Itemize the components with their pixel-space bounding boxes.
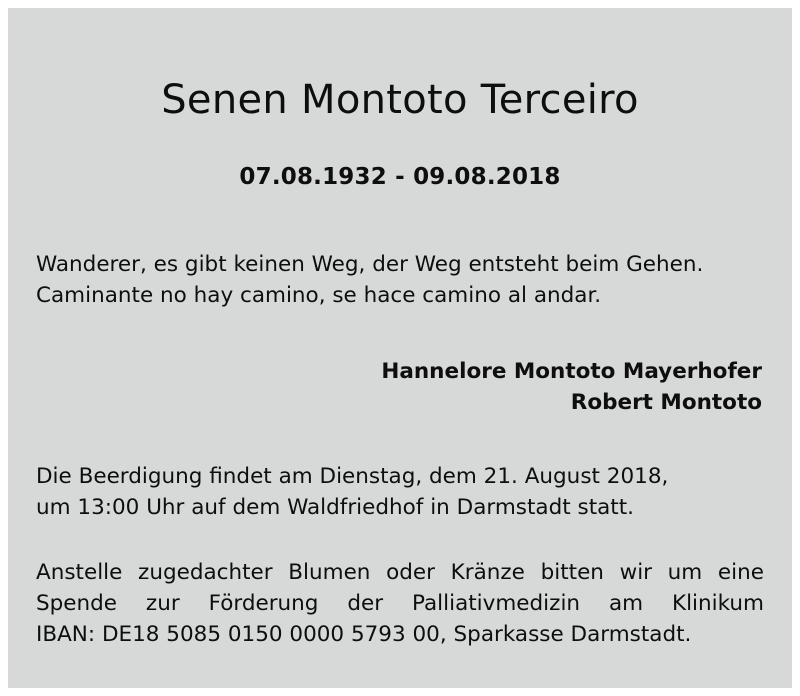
obituary-notice bbox=[8, 8, 792, 688]
verse-line-spanish: Caminante no hay camino, se hace camino al andar. bbox=[36, 282, 602, 308]
donation-request bbox=[8, 558, 792, 651]
verse-line-german: Wanderer, es gibt keinen Weg, der Weg entsteht beim Gehen. bbox=[36, 252, 704, 277]
donation-line-1: Anstelle zugedachter Blumen oder Kränze bitten wir um eine bbox=[36, 559, 764, 585]
donation-line-2: Spende zur Förderung der Palliativmedizin am Klinikum bbox=[36, 590, 764, 616]
donation-iban: IBAN: DE18 5085 0150 0000 5793 00, Sparkasse Darmstadt. bbox=[36, 621, 692, 647]
funeral-line-2: um 13:00 Uhr auf dem Waldfriedhof in Darmstadt statt. bbox=[36, 495, 635, 521]
deceased-name: Senen Montoto Terceiro bbox=[161, 77, 639, 123]
survivor-name-1: Hannelore Montoto Mayerhofer bbox=[381, 359, 762, 385]
life-dates: 07.08.1932 - 09.08.2018 bbox=[239, 164, 561, 190]
survivors-list bbox=[8, 357, 792, 418]
memorial-verse bbox=[8, 250, 792, 311]
funeral-line-1: Die Beerdigung findet am Dienstag, dem 21. August 2018, bbox=[36, 464, 669, 490]
funeral-details bbox=[8, 462, 792, 524]
survivor-name-2: Robert Montoto bbox=[570, 389, 762, 415]
